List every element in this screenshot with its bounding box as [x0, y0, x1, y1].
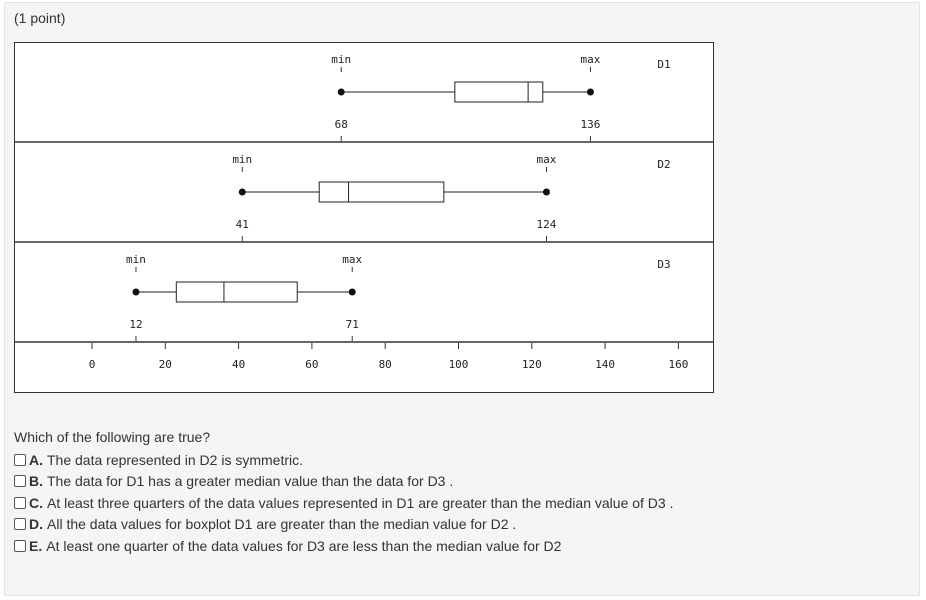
d2-min-label: min: [232, 153, 253, 166]
question-prompt: Which of the following are true?: [14, 429, 211, 445]
d1-series-label: D1: [657, 58, 671, 71]
option-b[interactable]: [14, 471, 674, 493]
d1-min-value: 68: [334, 118, 348, 131]
d2-min-value: 41: [235, 218, 249, 231]
option-d-text: All the data values for boxplot D1 are greater than the median value for D2 .: [47, 516, 517, 533]
option-e-text: At least one quarter of the data values for D3 are less than the median value for D2: [46, 537, 562, 554]
d3-max-label: max: [342, 253, 363, 266]
option-b-text: The data for D1 has a greater median value than the data for D3 .: [47, 473, 454, 490]
points-label: (1 point): [14, 10, 66, 26]
x-tick-label-100: 100: [448, 358, 469, 371]
option-d[interactable]: [14, 514, 674, 536]
d3-min-label: min: [126, 253, 146, 266]
option-a-text: The data represented in D2 is symmetric.: [47, 451, 303, 468]
option-b-key: B.: [29, 473, 43, 490]
d3-max-value: 71: [345, 318, 359, 331]
chart-frame: [15, 43, 714, 393]
d1-max-point: [587, 89, 594, 96]
option-c[interactable]: [14, 492, 674, 514]
d2-max-point: [543, 189, 550, 196]
option-a[interactable]: [14, 449, 674, 471]
d1-min-point: [338, 89, 345, 96]
d2-max-label: max: [536, 153, 557, 166]
d2-box: [319, 182, 444, 202]
option-c-text: At least three quarters of the data values represented in D1 are greater than the median value of D3 .: [47, 494, 674, 511]
d3-series-label: D3: [657, 258, 671, 271]
x-tick-label-120: 120: [521, 358, 542, 371]
d3-max-point: [349, 289, 356, 296]
d2-max-value: 124: [536, 218, 557, 231]
d3-min-point: [132, 289, 139, 296]
option-a-key: A.: [29, 451, 43, 468]
d3-min-value: 12: [129, 318, 143, 331]
option-c-checkbox[interactable]: [14, 497, 26, 509]
d1-box: [455, 82, 543, 102]
option-e[interactable]: [14, 535, 674, 557]
x-tick-label-80: 80: [378, 358, 392, 371]
option-e-checkbox[interactable]: [14, 540, 26, 552]
x-tick-label-60: 60: [305, 358, 319, 371]
option-b-checkbox[interactable]: [14, 475, 26, 487]
option-a-checkbox[interactable]: [14, 454, 26, 466]
answer-options: [14, 449, 674, 557]
d2-min-point: [239, 189, 246, 196]
option-c-key: C.: [29, 494, 43, 511]
x-tick-label-0: 0: [88, 358, 96, 371]
option-d-checkbox[interactable]: [14, 518, 26, 530]
x-tick-label-140: 140: [595, 358, 616, 371]
x-tick-label-20: 20: [158, 358, 172, 371]
d1-max-value: 136: [580, 118, 601, 131]
d1-max-label: max: [580, 53, 601, 66]
boxplot-chart: [14, 42, 714, 393]
option-e-key: E.: [29, 537, 43, 554]
d3-box: [176, 282, 297, 302]
x-tick-label-160: 160: [668, 358, 689, 371]
option-d-key: D.: [29, 516, 43, 533]
x-tick-label-40: 40: [231, 358, 246, 371]
d2-series-label: D2: [657, 158, 671, 171]
d1-min-label: min: [331, 53, 352, 66]
